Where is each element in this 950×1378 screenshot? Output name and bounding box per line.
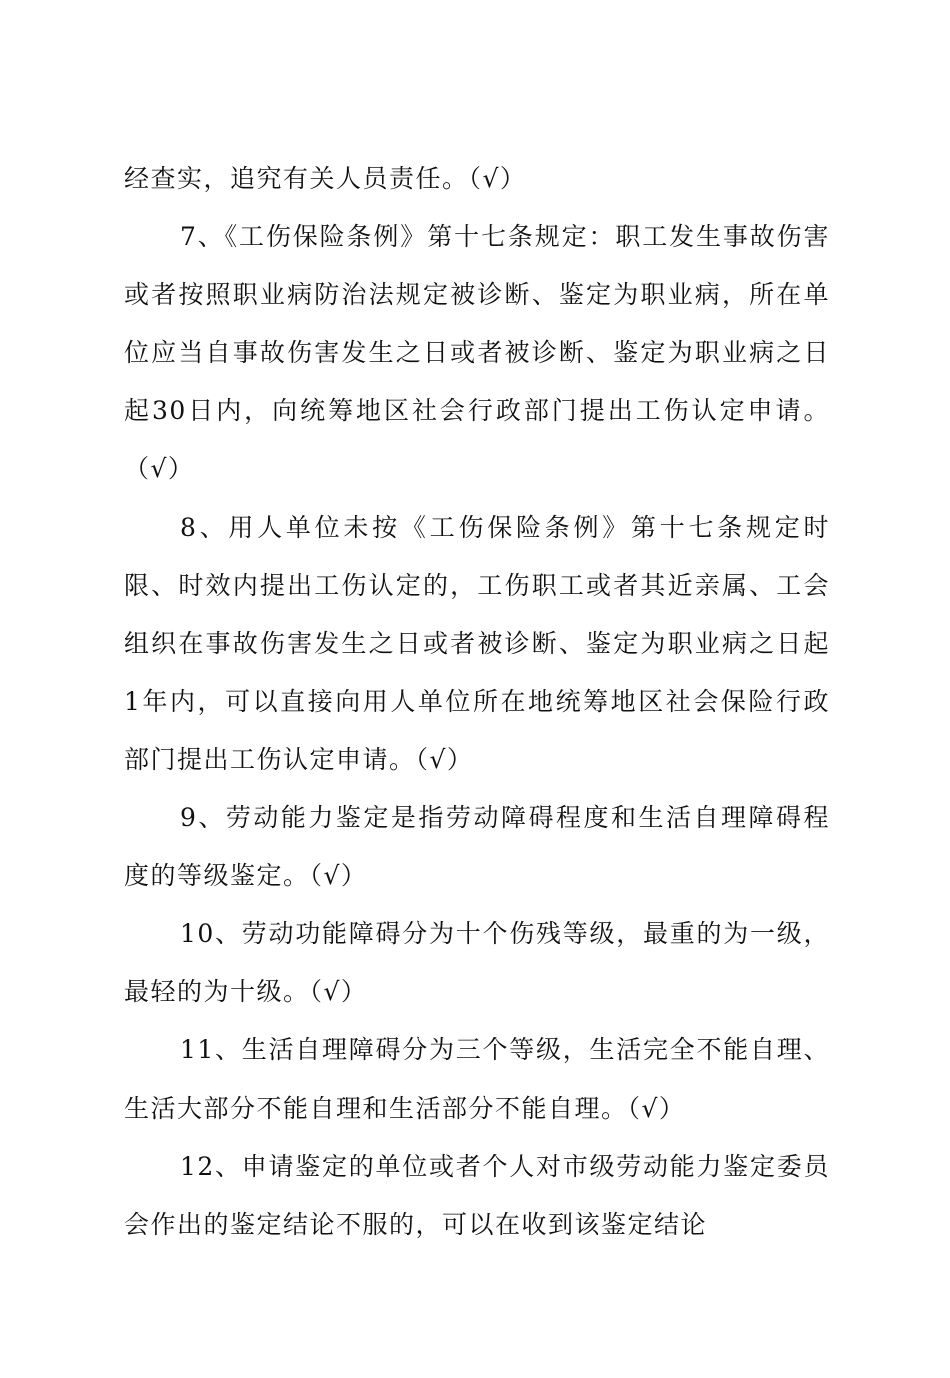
paragraph-item-7: 7、《工伤保险条例》第十七条规定：职工发生事故伤害或者按照职业病防治法规定被诊断、鉴定为职业病，所在单位应当自事故伤害发生之日或者被诊断、鉴定为职业病之日起30日内，向统筹地区社会行政部门提出工伤认定申请。（√） — [124, 222, 830, 484]
document-body — [124, 150, 830, 1254]
paragraph-continuation: 经查实，追究有关人员责任。（√） — [124, 164, 527, 193]
paragraph-item-12: 12、申请鉴定的单位或者个人对市级劳动能力鉴定委员会作出的鉴定结论不服的，可以在收到该鉴定结论 — [124, 1151, 830, 1239]
paragraph-item-9: 9、劳动能力鉴定是指劳动障碍程度和生活自理障碍程度的等级鉴定。（√） — [124, 803, 830, 891]
paragraph-item-8: 8、用人单位未按《工伤保险条例》第十七条规定时限、时效内提出工伤认定的，工伤职工或者其近亲属、工会组织在事故伤害发生之日或者被诊断、鉴定为职业病之日起1年内，可以直接向用人单位所在地统筹地区社会保险行政部门提出工伤认定申请。（√） — [124, 512, 830, 774]
paragraph-item-10: 10、劳动功能障碍分为十个伤残等级，最重的为一级，最轻的为十级。（√） — [124, 919, 830, 1007]
paragraph-item-11: 11、生活自理障碍分为三个等级，生活完全不能自理、生活大部分不能自理和生活部分不能自理。（√） — [124, 1035, 830, 1123]
